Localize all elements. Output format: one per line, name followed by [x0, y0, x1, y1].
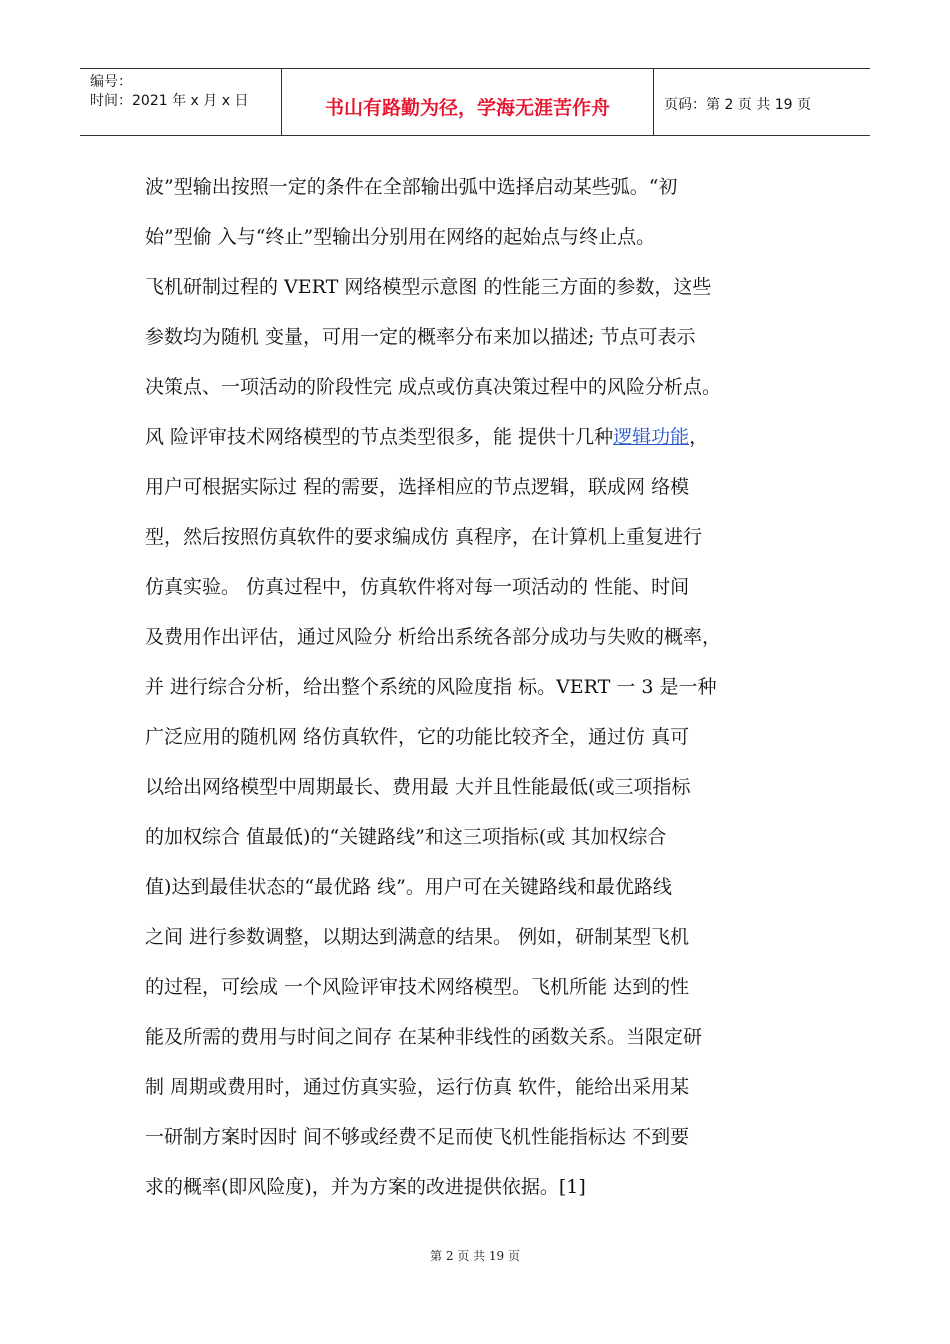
text-line: 广泛应用的随机网 络仿真软件，它的功能比较齐全，通过仿 真可: [145, 726, 690, 748]
text-line: 仿真实验。 仿真过程中，仿真软件将对每一项活动的 性能、时间: [145, 576, 690, 598]
text-line: 制 周期或费用时，通过仿真实验，运行仿真 软件，能给出采用某: [145, 1076, 690, 1098]
number-label: 编号：: [90, 74, 132, 90]
text-line: 及费用作出评估，通过风险分 析给出系统各部分成功与失败的概率，: [145, 626, 722, 648]
text-line: 求的概率(即风险度)，并为方案的改进提供依据。[1]: [145, 1176, 586, 1198]
text-line: 参数均为随机 变量，可用一定的概率分布来加以描述; 节点可表示: [145, 326, 696, 348]
text-line-with-link: [145, 412, 815, 462]
text-line: 决策点、一项活动的阶段性完 成点或仿真决策过程中的风险分析点。: [145, 376, 722, 398]
text-line: 能及所需的费用与时间之间存 在某种非线性的函数关系。当限定研: [145, 1026, 703, 1048]
text-line: 一研制方案时因时 间不够或经费不足而使飞机性能指标达 不到要: [145, 1126, 690, 1148]
text-line: 值)达到最佳状态的“最优路 线”。用户可在关键路线和最优路线: [145, 876, 672, 898]
header-page-info: 页码：第 2 页 共 19 页: [664, 97, 811, 113]
header-motto: 书山有路勤为径，学海无涯苦作舟: [282, 69, 654, 135]
page-footer: 第 2 页 共 19 页: [430, 1249, 520, 1263]
text-line: 的加权综合 值最低)的“关键路线”和这三项指标(或 其加权综合: [145, 826, 667, 848]
text-segment: 风 险评审技术网络模型的节点类型很多，能 提供十几种: [145, 426, 614, 448]
time-label: 时间：2021 年 x 月 x 日: [90, 93, 249, 109]
text-line: 以给出网络模型中周期最长、费用最 大并且性能最低(或三项指标: [145, 776, 691, 798]
text-line: 之间 进行参数调整，以期达到满意的结果。 例如，研制某型飞机: [145, 926, 690, 948]
body-text: [145, 162, 815, 1212]
text-line: 并 进行综合分析，给出整个系统的风险度指 标。VERT 一 3 是一种: [145, 676, 717, 698]
header-meta: [80, 69, 282, 135]
text-line: 波”型输出按照一定的条件在全部输出弧中选择启动某些弧。“初: [145, 176, 678, 198]
text-line: 用户可根据实际过 程的需要，选择相应的节点逻辑，联成网 络模: [145, 476, 690, 498]
text-line: 的过程，可绘成 一个风险评审技术网络模型。飞机所能 达到的性: [145, 976, 690, 998]
document-header: [80, 68, 870, 136]
logic-function-link[interactable]: 逻辑功能: [613, 426, 690, 448]
text-line: 飞机研制过程的 VERT 网络模型示意图 的性能三方面的参数，这些: [145, 276, 712, 298]
text-segment: ，: [689, 426, 709, 448]
text-line: 型，然后按照仿真软件的要求编成仿 真程序，在计算机上重复进行: [145, 526, 703, 548]
text-line: 始”型偷 入与“终止”型输出分别用在网络的起始点与终止点。: [145, 226, 656, 248]
